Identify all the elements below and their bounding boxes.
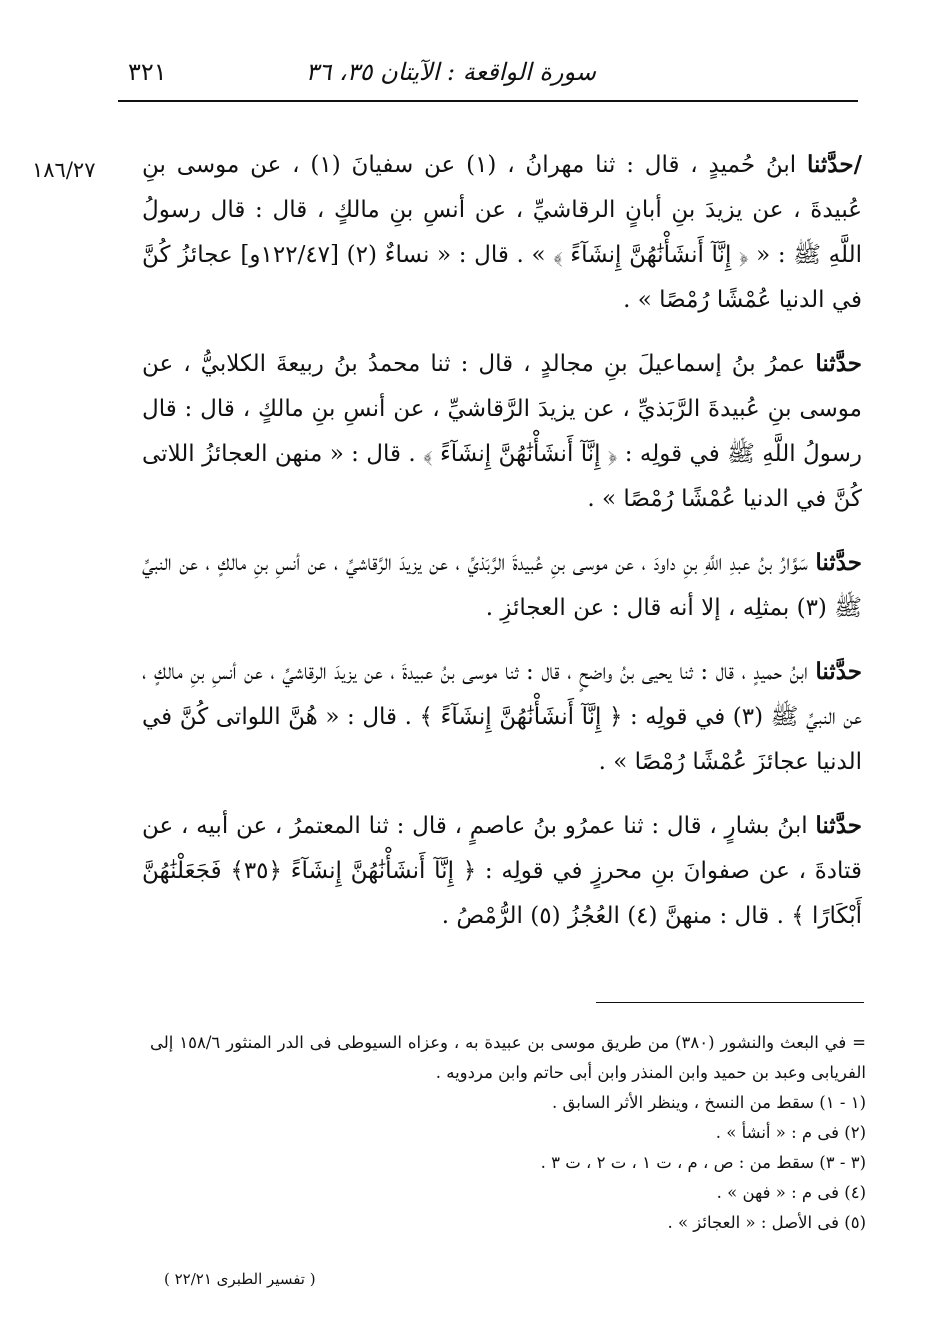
main-text bbox=[142, 142, 862, 957]
footnote-rule bbox=[596, 1002, 864, 1003]
isnad-lead: حدَّثنا bbox=[815, 812, 862, 839]
paragraph-text: عمرُ بنُ إسماعيلَ بنِ مجالدٍ ، قال : ثنا محمدُ بنُ ربيعةَ الكلابيُّ ، عن موسى بنِ عُبيدةَ الرَّبَذيِّ ، عن يزيدَ الرَّقاشيِّ ، عن أنسِ بنِ مالكٍ ، قال : قال رسولُ اللَّهِ ﷺ في قولِه : ﴿ إِنَّآ أَنشَأْنَٰهُنَّ إِنشَآءً ﴾ . قال : « منهن العجائزُ اللاتى كُنَّ في الدنيا عُمْشًا رُمْصًا » . bbox=[142, 351, 862, 512]
hadith-paragraph bbox=[142, 540, 862, 631]
hadith-paragraph bbox=[142, 649, 862, 785]
footnote: = في البعث والنشور (٣٨٠) من طريق موسى بن عبيدة به ، وعزاه السيوطى فى الدر المنثور ١٥٨/٦ إلى الفريابى وعبد بن حميد وابن المنذر وابن أبى حاتم وابن مردويه . bbox=[150, 1033, 867, 1082]
footnotes bbox=[150, 1028, 866, 1238]
volume-footer: ( تفسير الطبرى ٢٢/٢١ ) bbox=[164, 1270, 316, 1288]
isnad-lead: /حدَّثنا bbox=[806, 151, 862, 178]
isnad-lead: حدَّثنا bbox=[815, 658, 862, 685]
paragraph-text: ابنُ حميدٍ ، قال : ثنا يحيى بنُ واضحٍ ، قال : ثنا موسى بنُ عبيدةَ ، عن يزيدَ الرقاشيِّ ، عن أنسِ بنِ مالكٍ ، عن النبيِّ ﷺ (٣) في قولِه : ﴿ إِنَّآ أَنشَأْنَٰهُنَّ إِنشَآءً ﴾ . قال : « هُنَّ اللواتى كُنَّ في الدنيا عجائزَ عُمْشًا رُمْصًا » . bbox=[142, 659, 862, 775]
isnad-lead: حدَّثنا bbox=[815, 549, 862, 576]
hadith-paragraph bbox=[142, 803, 862, 939]
page-number: ٣٢١ bbox=[128, 58, 167, 86]
footnote: (٢) فى م : « أنشأ » . bbox=[715, 1123, 866, 1142]
paragraph-text: ابنُ حُميدٍ ، قال : ثنا مهرانُ ، (١) عن سفيانَ (١) ، عن موسى بنِ عُبيدةَ ، عن يزيدَ بنِ أبانٍ الرقاشيِّ ، عن أنسِ بنِ مالكٍ ، قال : قال رسولُ اللَّهِ ﷺ : « ﴿ إِنَّآ أَنشَأْنَٰهُنَّ إِنشَآءً ﴾ » . قال : « نساءٌ (٢) [١٢٢/٤٧و] عجائزُ كُنَّ في الدنيا عُمْشًا رُمْصًا » . bbox=[142, 152, 862, 313]
paragraph-text: سَوَّارُ بنُ عبدِ اللَّهِ بنِ داودَ ، عن موسى بنِ عُبيدةَ الرَّبَذيِّ ، عن يزيدَ الرَّقاشيِّ ، عن أنسِ بنِ مالكٍ ، عن النبيِّ ﷺ (٣) بمثلِه ، إلا أنه قال : عن العجائزِ . bbox=[142, 550, 862, 621]
running-header bbox=[118, 56, 858, 96]
paragraph-text: ابنُ بشارٍ ، قال : ثنا عمرُو بنُ عاصمٍ ، قال : ثنا المعتمرُ ، عن أبيه ، عن قتادةَ ، عن صفوانَ بنِ محرزٍ في قولِه : ﴿ إِنَّآ أَنشَأْنَٰهُنَّ إِنشَآءً ﴿٣٥﴾ فَجَعَلْنَٰهُنَّ أَبْكَارًا ﴾ . قال : منهنَّ (٤) العُجُزُ (٥) الرُّمْصُ . bbox=[142, 813, 862, 929]
isnad-lead: حدَّثنا bbox=[815, 350, 862, 377]
margin-reference: ١٨٦/٢٧ bbox=[32, 158, 96, 182]
hadith-paragraph bbox=[142, 142, 862, 323]
surah-title: سورة الواقعة : الآيتان ٣٥، ٣٦ bbox=[305, 58, 596, 86]
footnote: (٤) فى م : « فهن » . bbox=[716, 1183, 866, 1202]
footnote: (١ - ١) سقط من النسخ ، وينظر الأثر السابق . bbox=[551, 1093, 866, 1112]
header-rule bbox=[118, 100, 858, 102]
footnote: (٥) فى الأصل : « العجائز » . bbox=[667, 1213, 866, 1232]
hadith-paragraph bbox=[142, 341, 862, 522]
footnote: (٣ - ٣) سقط من : ص ، م ، ت ١ ، ت ٢ ، ت ٣ . bbox=[540, 1153, 866, 1172]
